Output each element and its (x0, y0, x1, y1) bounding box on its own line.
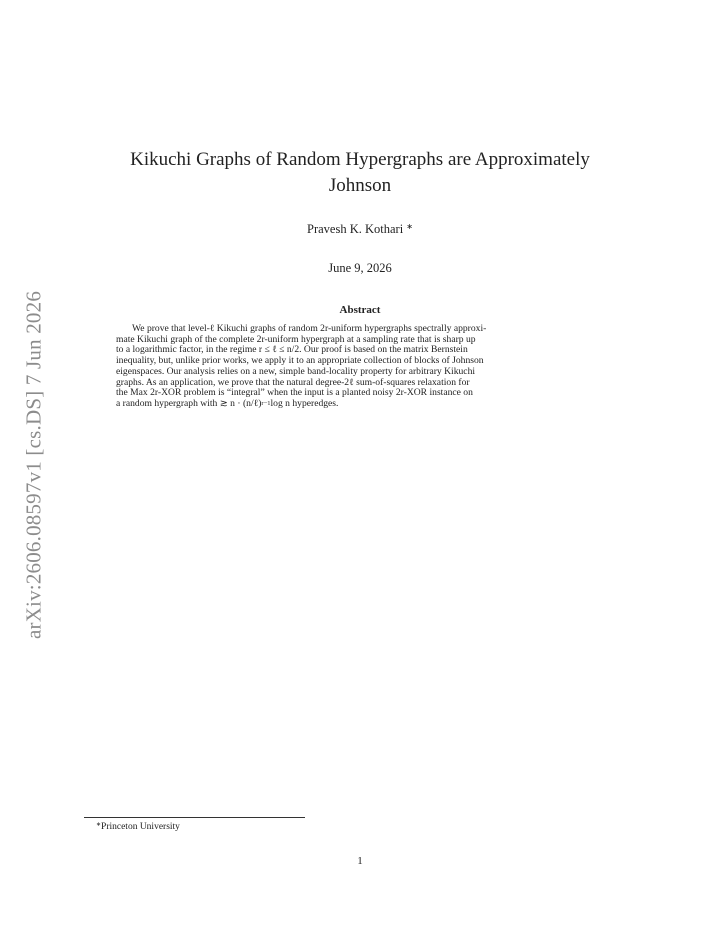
paper-title-line-2: Johnson (328, 175, 392, 196)
arxiv-identifier-stamp[interactable]: arXiv:2606.08597v1 [cs.DS] 7 Jun 2026 (21, 290, 46, 640)
footnote-text: Princeton University (101, 822, 180, 832)
paper-title-line-1: Kikuchi Graphs of Random Hypergraphs are Approximately (130, 149, 590, 170)
abstract-line: graphs. As an application, we prove that the natural degree-2ℓ sum-of-squares relaxation for (116, 376, 470, 388)
footnote-affiliation (96, 821, 180, 832)
footnote-mark: ∗ (96, 822, 102, 828)
abstract-heading: Abstract (339, 304, 381, 316)
abstract-text (116, 324, 604, 410)
paper-author (0, 222, 720, 237)
paper-date: June 9, 2026 (328, 261, 392, 275)
footnote-divider (84, 817, 305, 818)
abstract-line: mate Kikuchi graph of the complete 2r-uniform hypergraph at a sampling rate that is sharp up (116, 333, 476, 345)
author-footnote-mark[interactable]: ∗ (406, 222, 413, 231)
abstract-line: to a logarithmic factor, in the regime r ≤ ℓ ≤ n/2. Our proof is based on the matrix Bernstein (116, 344, 468, 356)
paper-title (100, 147, 620, 199)
abstract-line: the Max 2r-XOR problem is “integral” when the input is a planted noisy 2r-XOR instance on (116, 387, 473, 399)
abstract-line: inequality, but, unlike prior works, we apply it to an appropriate collection of blocks of Johnson (116, 355, 484, 367)
abstract-line: We prove that level-ℓ Kikuchi graphs of random 2r-uniform hypergraphs spectrally approxi- (132, 323, 487, 334)
page-number: 1 (357, 855, 363, 867)
abstract-line: a random hypergraph with ≳ n · (n/ℓ) r−1 log n hyperedges. (116, 397, 339, 409)
author-name: Pravesh K. Kothari (307, 222, 404, 236)
abstract-line: eigenspaces. Our analysis relies on a new, simple band-locality property for arbitrary Kikuchi (116, 365, 476, 377)
